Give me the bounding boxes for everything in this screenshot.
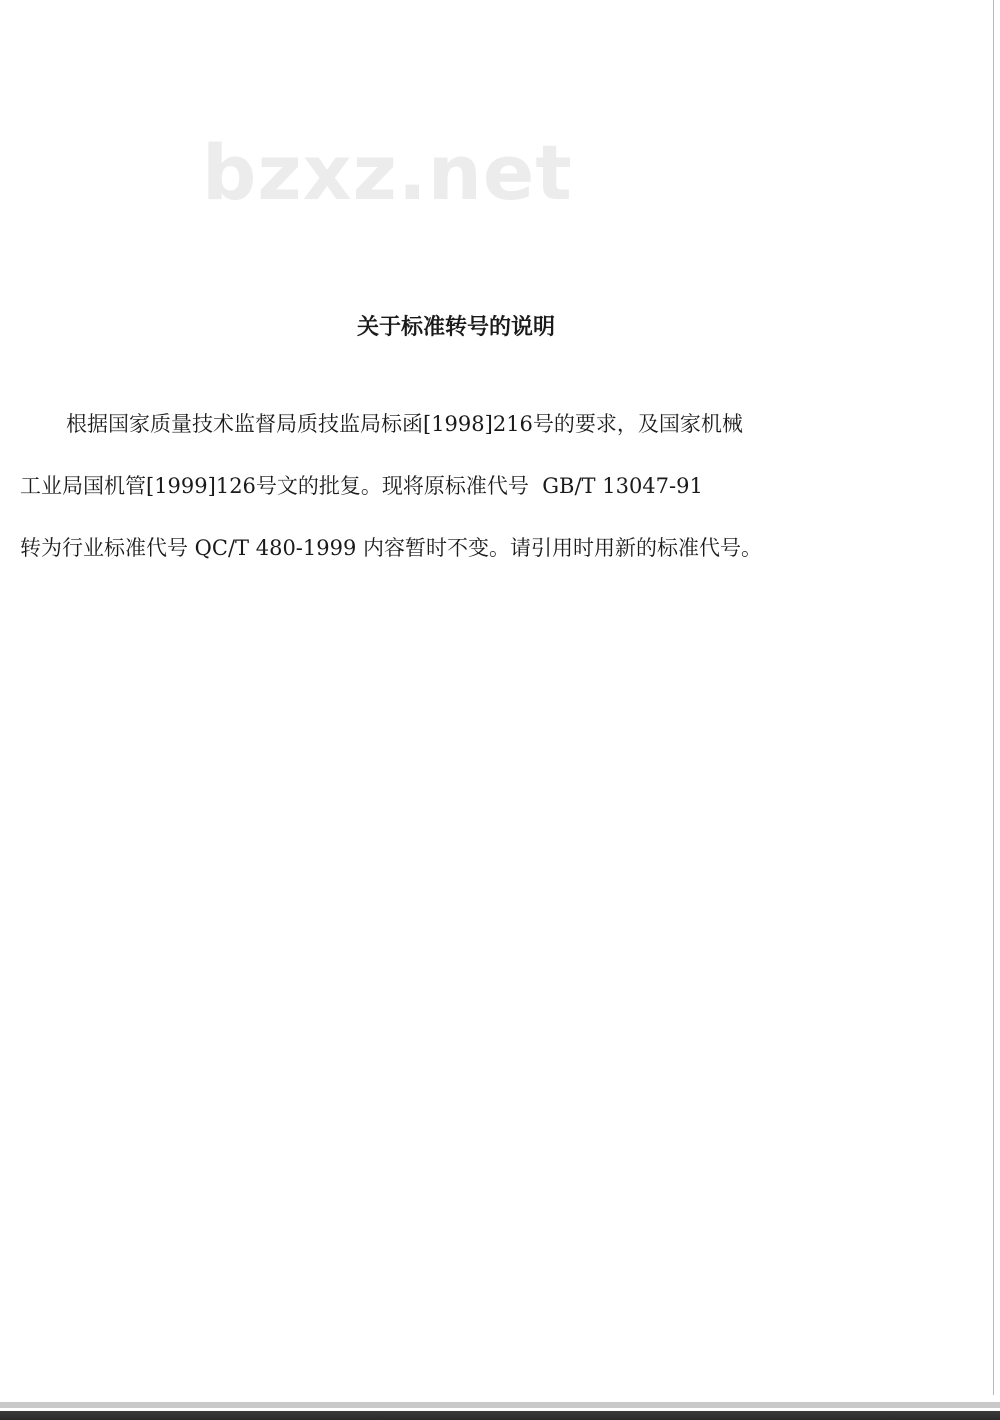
scan-bottom-border bbox=[0, 1402, 1000, 1420]
body-line-1: 根据国家质量技术监督局质技监局标函[1998]216号的要求，及国家机械 bbox=[66, 412, 743, 436]
document-title: 关于标准转号的说明 bbox=[356, 315, 555, 340]
body-line-2: 工业局国机管[1999]126号文的批复。现将原标准代号 GB/T 13047-91 bbox=[20, 474, 703, 498]
watermark: bzxz.net bbox=[202, 128, 573, 217]
page-edge-line bbox=[993, 0, 994, 1395]
body-line-3: 转为行业标准代号 QC/T 480-1999 内容暂时不变。请引用时用新的标准代号。 bbox=[20, 536, 763, 560]
